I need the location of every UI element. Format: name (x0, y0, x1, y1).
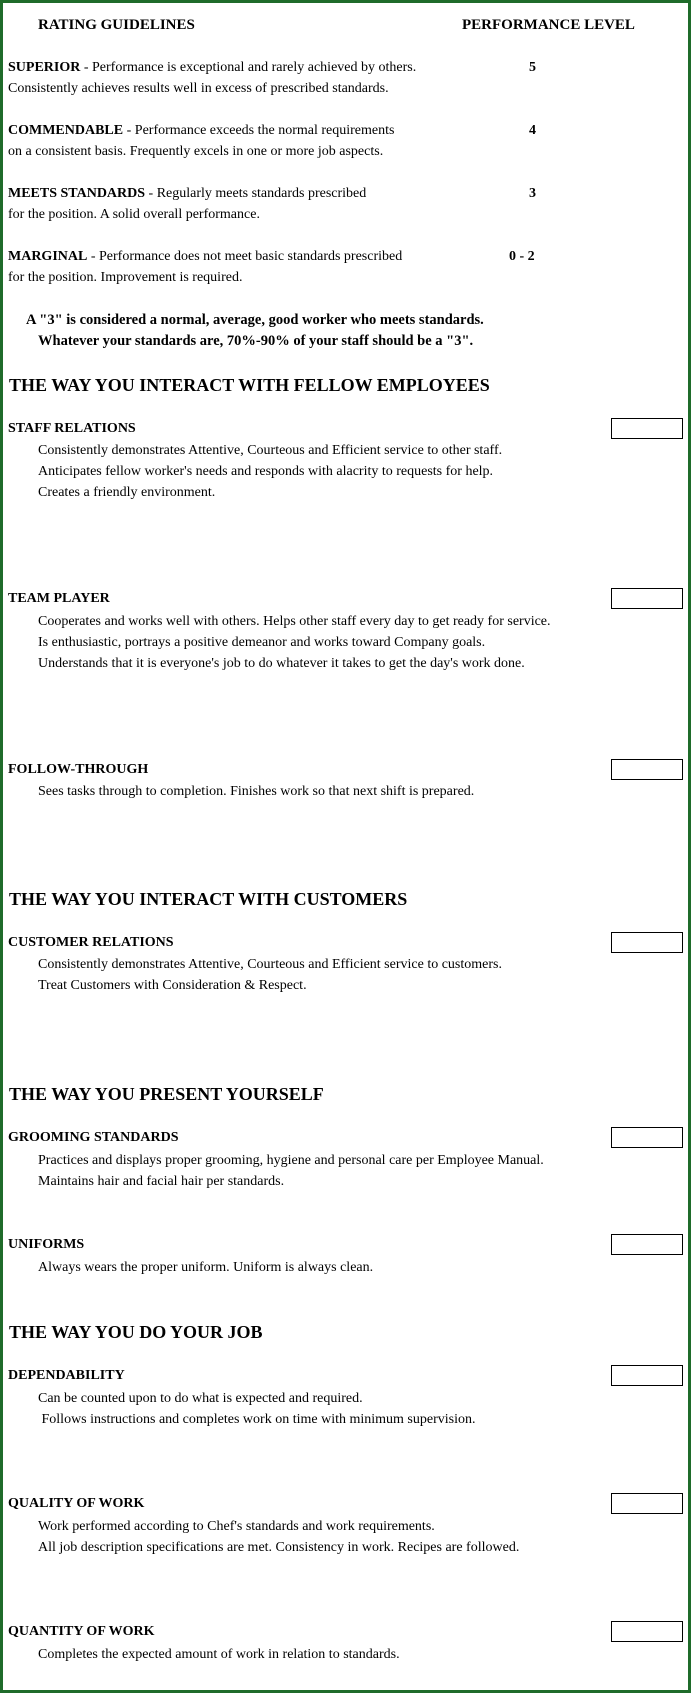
level-commendable-value: 4 (529, 123, 536, 138)
category-title-follow-through: FOLLOW-THROUGH (8, 762, 149, 777)
level-commendable-line2: on a consistent basis. Frequently excels in one or more job aspects. (8, 144, 384, 159)
section-title-present: THE WAY YOU PRESENT YOURSELF (9, 1084, 324, 1104)
level-marginal-name: MARGINAL (8, 249, 88, 264)
performance-level-header: PERFORMANCE LEVEL (462, 17, 635, 33)
grooming-line2: Maintains hair and facial hair per standards. (38, 1174, 285, 1189)
uniforms-line1: Always wears the proper uniform. Uniform is always clean. (38, 1260, 374, 1275)
category-title-team-player: TEAM PLAYER (8, 591, 110, 606)
rating-box-customer-relations[interactable] (611, 932, 683, 953)
dependability-line1: Can be counted upon to do what is expected and required. (38, 1391, 363, 1406)
note-line1: A "3" is considered a normal, average, good worker who meets standards. (26, 312, 484, 328)
category-title-quantity: QUANTITY OF WORK (8, 1624, 155, 1639)
customer-relations-line1: Consistently demonstrates Attentive, Courteous and Efficient service to customers. (38, 957, 502, 972)
note-line2: Whatever your standards are, 70%-90% of your staff should be a "3". (38, 333, 474, 349)
section-title-employees: THE WAY YOU INTERACT WITH FELLOW EMPLOYEES (9, 375, 490, 395)
staff-relations-line3: Creates a friendly environment. (38, 485, 216, 500)
level-marginal-value: 0 - 2 (509, 249, 535, 264)
level-marginal-line2: for the position. Improvement is required. (8, 270, 243, 285)
quality-line2: All job description specifications are met. Consistency in work. Recipes are followed. (38, 1540, 520, 1555)
level-meets-value: 3 (529, 186, 536, 201)
staff-relations-line1: Consistently demonstrates Attentive, Courteous and Efficient service to other staff. (38, 443, 503, 458)
rating-box-grooming[interactable] (611, 1127, 683, 1148)
level-commendable-line1 (8, 123, 394, 139)
dependability-line2: Follows instructions and completes work on time with minimum supervision. (38, 1412, 476, 1427)
level-commendable-text: - Performance exceeds the normal requirements (123, 123, 395, 138)
rating-box-uniforms[interactable] (611, 1234, 683, 1255)
team-player-line3: Understands that it is everyone's job to do whatever it takes to get the day's work done. (38, 656, 525, 671)
section-title-job: THE WAY YOU DO YOUR JOB (9, 1322, 263, 1342)
team-player-line1: Cooperates and works well with others. Helps other staff every day to get ready for service. (38, 614, 551, 629)
team-player-line2: Is enthusiastic, portrays a positive demeanor and works toward Company goals. (38, 635, 486, 650)
level-meets-line1 (8, 186, 366, 202)
category-title-uniforms: UNIFORMS (8, 1237, 85, 1252)
rating-guidelines-header: RATING GUIDELINES (38, 17, 195, 33)
customer-relations-line2: Treat Customers with Consideration & Respect. (38, 978, 307, 993)
follow-through-line1: Sees tasks through to completion. Finishes work so that next shift is prepared. (38, 784, 475, 799)
grooming-line1: Practices and displays proper grooming, hygiene and personal care per Employee Manual. (38, 1153, 544, 1168)
category-title-staff-relations: STAFF RELATIONS (8, 421, 136, 436)
rating-box-team-player[interactable] (611, 588, 683, 609)
level-superior-text: - Performance is exceptional and rarely achieved by others. (80, 60, 417, 75)
level-superior-line1 (8, 60, 416, 76)
level-superior-value: 5 (529, 60, 536, 75)
level-marginal-line1 (8, 249, 402, 265)
level-superior-line2: Consistently achieves results well in excess of prescribed standards. (8, 81, 389, 96)
category-title-dependability: DEPENDABILITY (8, 1368, 125, 1383)
level-commendable-name: COMMENDABLE (8, 123, 124, 138)
level-meets-line2: for the position. A solid overall performance. (8, 207, 260, 222)
level-meets-text: - Regularly meets standards prescribed (145, 186, 367, 201)
rating-box-quantity[interactable] (611, 1621, 683, 1642)
level-marginal-text: - Performance does not meet basic standards prescribed (87, 249, 403, 264)
category-title-grooming: GROOMING STANDARDS (8, 1130, 179, 1145)
level-meets-name: MEETS STANDARDS (8, 186, 146, 201)
staff-relations-line2: Anticipates fellow worker's needs and responds with alacrity to requests for help. (38, 464, 494, 479)
rating-box-dependability[interactable] (611, 1365, 683, 1386)
rating-box-quality[interactable] (611, 1493, 683, 1514)
quality-line1: Work performed according to Chef's standards and work requirements. (38, 1519, 435, 1534)
rating-box-staff-relations[interactable] (611, 418, 683, 439)
quantity-line1: Completes the expected amount of work in relation to standards. (38, 1647, 400, 1662)
section-title-customers: THE WAY YOU INTERACT WITH CUSTOMERS (9, 889, 408, 909)
category-title-customer-relations: CUSTOMER RELATIONS (8, 935, 174, 950)
rating-box-follow-through[interactable] (611, 759, 683, 780)
category-title-quality: QUALITY OF WORK (8, 1496, 145, 1511)
level-superior-name: SUPERIOR (8, 60, 81, 75)
